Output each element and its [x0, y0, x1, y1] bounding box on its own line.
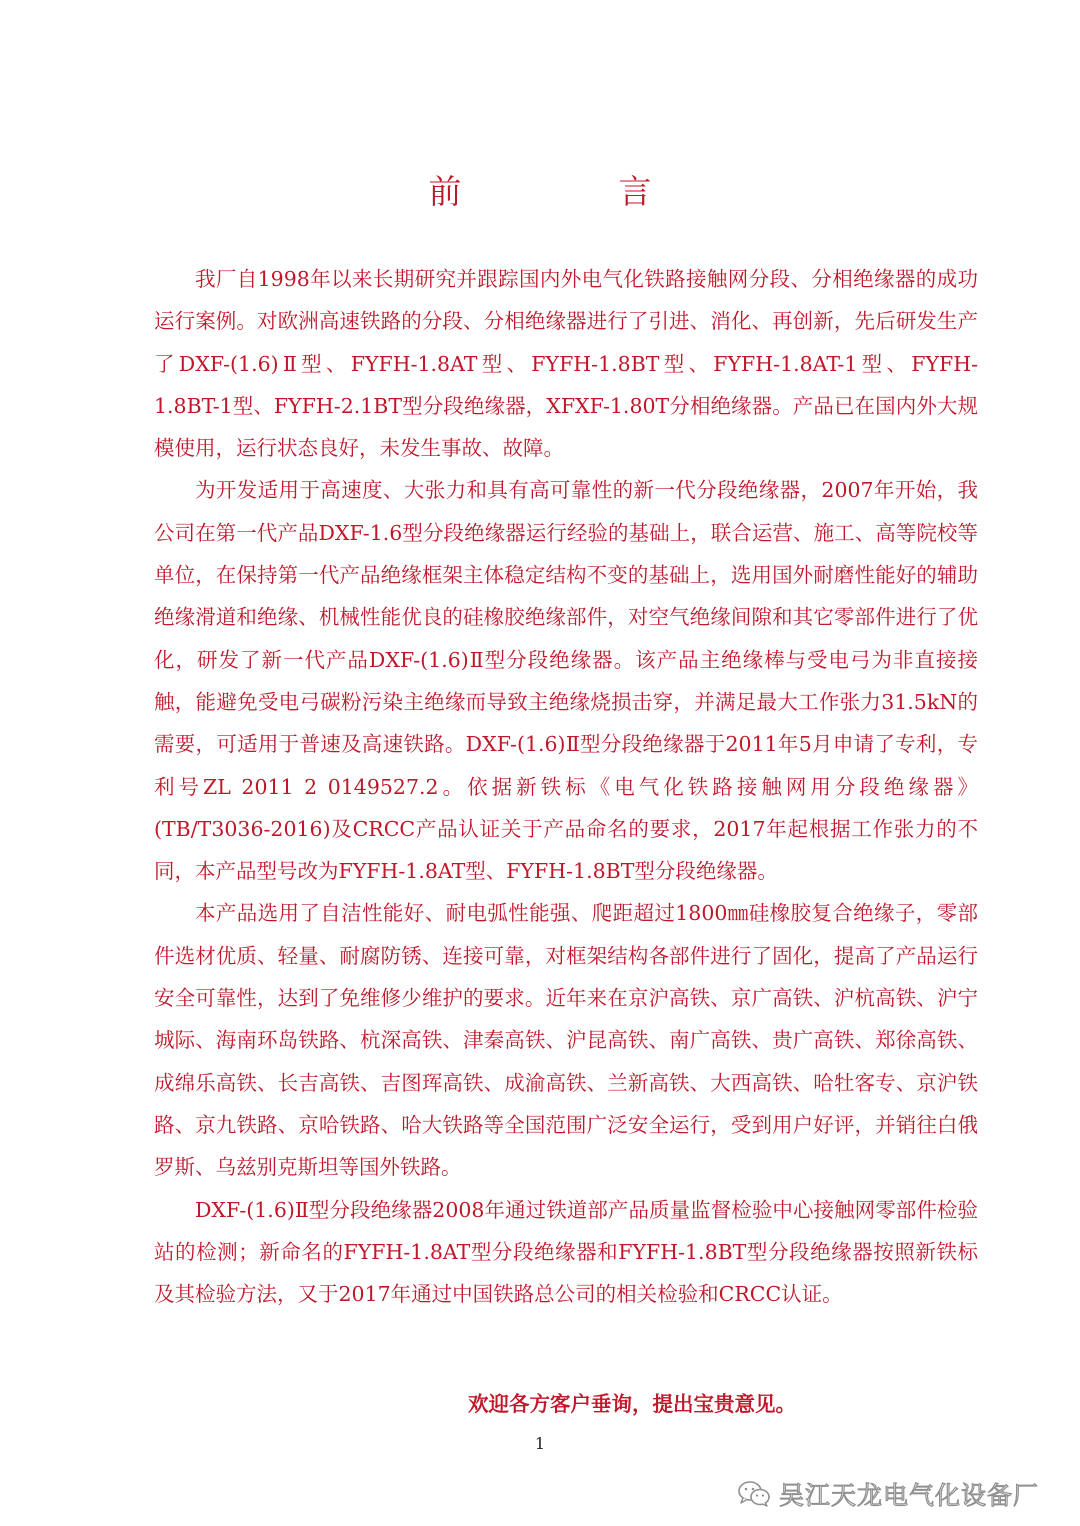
- paragraph-1: 我厂自1998年以来长期研究并跟踪国内外电气化铁路接触网分段、分相绝缘器的成功运行案例。对欧洲高速铁路的分段、分相绝缘器进行了引进、消化、再创新，先后研发生产了DXF-(1.6)Ⅱ型、FYFH-1.8AT型、FYFH-1.8BT型、FYFH-1.8AT-1型、FYFH-1.8BT-1型、FYFH-2.1BT型分段绝缘器，XFXF-1.80T分相绝缘器。产品已在国内外大规模使用，运行状态良好，未发生事故、故障。: [154, 267, 978, 461]
- page-title: 前 言: [428, 172, 714, 211]
- watermark-text: 吴江天龙电气化设备厂: [779, 1481, 1040, 1510]
- closing-line: 欢迎各方客户垂询，提出宝贵意见。: [468, 1392, 796, 1416]
- paragraph-2: 为开发适用于高速度、大张力和具有高可靠性的新一代分段绝缘器，2007年开始，我公司在第一代产品DXF-1.6型分段绝缘器运行经验的基础上，联合运营、施工、高等院校等单位，在保持第一代产品绝缘框架主体稳定结构不变的基础上，选用国外耐磨性能好的辅助绝缘滑道和绝缘、机械性能优良的硅橡胶绝缘部件，对空气绝缘间隙和其它零部件进行了优化，研发了新一代产品DXF-(1.6)Ⅱ型分段绝缘器。该产品主绝缘棒与受电弓为非直接接触，能避免受电弓碳粉污染主绝缘而导致主绝缘烧损击穿，并满足最大工作张力31.5kN的需要，可适用于普速及高速铁路。DXF-(1.6)Ⅱ型分段绝缘器于2011年5月申请了专利，专利号ZL 2011 2 0149527.2。依据新铁标《电气化铁路接触网用分段绝缘器》(TB/T3036-2016)及CRCC产品认证关于产品命名的要求，2017年起根据工作张力的不同，本产品型号改为FYFH-1.8AT型、FYFH-1.8BT型分段绝缘器。: [154, 478, 978, 884]
- watermark: [737, 1474, 1039, 1514]
- wechat-icon: [737, 1480, 771, 1508]
- document-body: [154, 258, 978, 1315]
- paragraph-4: DXF-(1.6)Ⅱ型分段绝缘器2008年通过铁道部产品质量监督检验中心接触网零部件检验站的检测；新命名的FYFH-1.8AT型分段绝缘器和FYFH-1.8BT型分段绝缘器按照新铁标及其检验方法，又于2017年通过中国铁路总公司的相关检验和CRCC认证。: [154, 1197, 978, 1307]
- page-number: 1: [534, 1434, 546, 1453]
- paragraph-3: 本产品选用了自洁性能好、耐电弧性能强、爬距超过1800㎜硅橡胶复合绝缘子，零部件选材优质、轻量、耐腐防锈、连接可靠，对框架结构各部件进行了固化，提高了产品运行安全可靠性，达到了免维修少维护的要求。近年来在京沪高铁、京广高铁、沪杭高铁、沪宁城际、海南环岛铁路、杭深高铁、津秦高铁、沪昆高铁、南广高铁、贵广高铁、郑徐高铁、成绵乐高铁、长吉高铁、吉图珲高铁、成渝高铁、兰新高铁、大西高铁、哈牡客专、京沪铁路、京九铁路、京哈铁路、哈大铁路等全国范围广泛安全运行，受到用户好评，并销往白俄罗斯、乌兹别克斯坦等国外铁路。: [154, 901, 978, 1180]
